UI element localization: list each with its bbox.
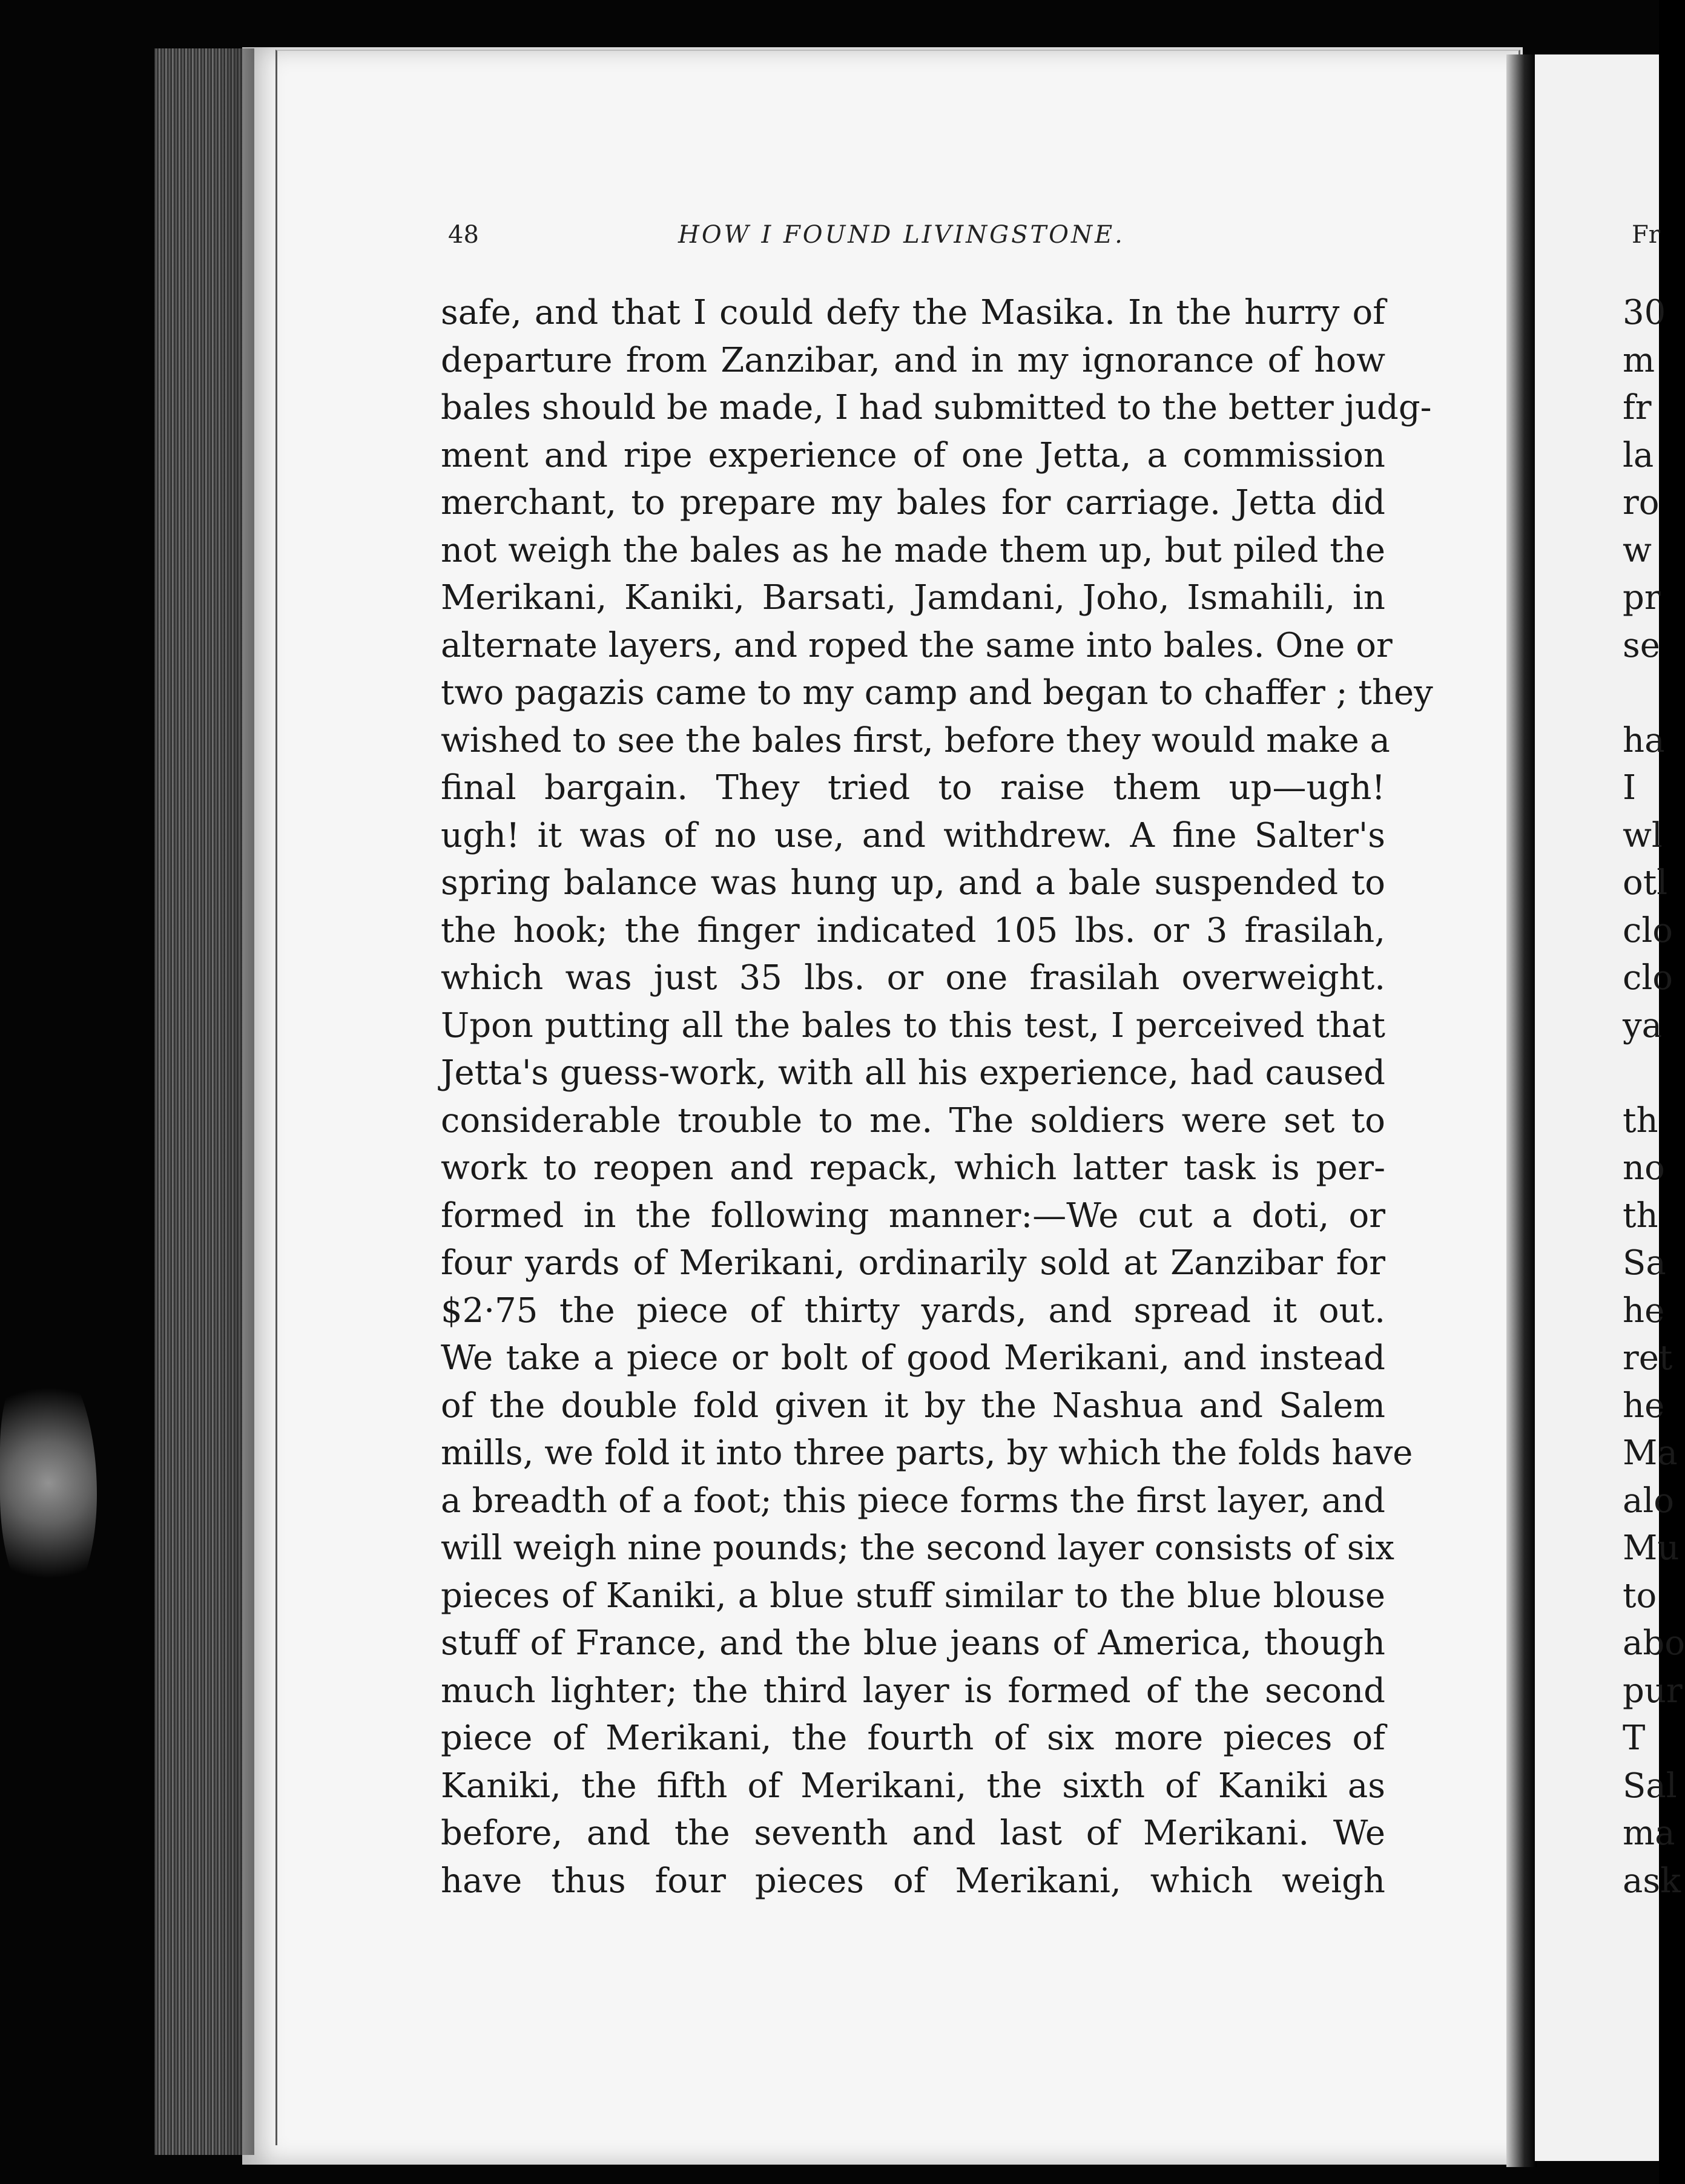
text-line: considerable trouble to me. The soldiers were set to [441, 1100, 1385, 1140]
text-line: will weigh nine pounds; the second layer consists of six [441, 1528, 1394, 1568]
facing-text-fragment: he [1623, 1291, 1665, 1330]
facing-text-fragment: no [1623, 1148, 1665, 1188]
running-head: HOW I FOUND LIVINGSTONE. [678, 221, 1125, 249]
page-number: 48 [448, 221, 479, 249]
facing-text-fragment: T [1623, 1719, 1646, 1758]
text-line: which was just 35 lbs. or one frasilah overweight. [441, 958, 1385, 998]
facing-text-fragment [1623, 669, 1671, 717]
text-line: have thus four pieces of Merikani, which weigh [441, 1861, 1385, 1901]
facing-text-fragment: Sal [1623, 1766, 1677, 1806]
book-gutter [1506, 54, 1537, 2167]
facing-text-fragment: abo [1623, 1623, 1685, 1663]
facing-text-fragment: th [1623, 1196, 1658, 1235]
page-shadow [218, 48, 254, 2155]
text-line: final bargain. They tried to raise them up—ugh! [441, 768, 1385, 807]
text-line: much lighter; the third layer is formed of the second [441, 1671, 1385, 1711]
text-line: Upon putting all the bales to this test, I perceived that [441, 1005, 1385, 1045]
facing-text-fragment: pur [1623, 1671, 1683, 1711]
facing-text-fragment: th [1623, 1100, 1658, 1140]
facing-text-fragment: ask [1623, 1861, 1681, 1901]
facing-page-head: Fr [1632, 221, 1660, 249]
text-line: piece of Merikani, the fourth of six more pieces of [441, 1719, 1385, 1758]
body-text [441, 289, 1433, 1905]
page-header [448, 221, 1489, 257]
facing-text-fragment [1623, 1050, 1671, 1097]
facing-text-fragment: clo [1623, 958, 1673, 998]
text-line: before, and the seventh and last of Merikani. We [441, 1814, 1385, 1853]
facing-text-fragment: la [1623, 435, 1654, 475]
facing-text-fragment: he [1623, 1386, 1665, 1426]
facing-text-fragment: ya [1623, 1005, 1663, 1045]
facing-text-fragment: Ma [1623, 1433, 1678, 1473]
text-line: work to reopen and repack, which latter task is per- [441, 1148, 1385, 1188]
facing-text-fragment: fr [1623, 388, 1652, 427]
facing-text-fragment: otl [1623, 863, 1668, 903]
text-line: four yards of Merikani, ordinarily sold at Zanzibar for [441, 1243, 1385, 1283]
text-line: not weigh the bales as he made them up, but piled the [441, 530, 1385, 570]
facing-text-fragment: ha [1623, 720, 1665, 760]
facing-text-fragment: alo [1623, 1481, 1675, 1521]
facing-text-fragment: wl [1623, 815, 1663, 855]
facing-text-fragment: se [1623, 625, 1660, 665]
text-line: $2·75 the piece of thirty yards, and spread it out. [441, 1291, 1385, 1330]
facing-text-fragment: clo [1623, 910, 1673, 950]
text-line: Merikani, Kaniki, Barsati, Jamdani, Joho, Ismahili, in [441, 578, 1385, 617]
facing-text-fragment: ro [1623, 483, 1660, 522]
text-line: wished to see the bales first, before they would make a [441, 720, 1390, 760]
facing-text-fragment: to [1623, 1576, 1657, 1616]
text-line: mills, we fold it into three parts, by which the folds have [441, 1433, 1413, 1473]
facing-text-fragment: I [1623, 768, 1637, 807]
text-line: alternate layers, and roped the same into bales. One or [441, 625, 1393, 665]
text-line: formed in the following manner:—We cut a doti, or [441, 1196, 1385, 1235]
facing-page-text [1623, 289, 1685, 1905]
text-line: the hook; the finger indicated 105 lbs. or 3 frasilah, [441, 910, 1385, 950]
text-line: a breadth of a foot; this piece forms the first layer, and [441, 1481, 1385, 1521]
text-line: safe, and that I could defy the Masika. In the hurry of [441, 293, 1385, 332]
text-line: spring balance was hung up, and a bale suspended to [441, 863, 1385, 903]
facing-text-fragment: 30 [1623, 293, 1666, 332]
facing-text-fragment: Sa [1623, 1243, 1666, 1283]
text-line: merchant, to prepare my bales for carriage. Jetta did [441, 483, 1385, 522]
text-line: Kaniki, the fifth of Merikani, the sixth of Kaniki as [441, 1766, 1385, 1806]
facing-text-fragment: m [1623, 340, 1655, 380]
text-line: We take a piece or bolt of good Merikani, and instead [441, 1338, 1385, 1378]
facing-text-fragment: w [1623, 530, 1652, 570]
facing-text-fragment: pr [1623, 578, 1661, 617]
text-line: stuff of France, and the blue jeans of America, though [441, 1623, 1385, 1663]
text-line: Jetta's guess-work, with all his experience, had caused [441, 1053, 1385, 1093]
text-line: ugh! it was of no use, and withdrew. A fine Salter's [441, 815, 1385, 855]
text-line: pieces of Kaniki, a blue stuff similar to the blue blouse [441, 1576, 1385, 1616]
facing-text-fragment: Mu [1623, 1528, 1680, 1568]
text-line: ment and ripe experience of one Jetta, a commission [441, 435, 1385, 475]
facing-text-fragment: ret [1623, 1338, 1673, 1378]
text-line: two pagazis came to my camp and began to chaffer ; they [441, 673, 1433, 712]
facing-text-fragment: ma [1623, 1814, 1675, 1853]
text-line: of the double fold given it by the Nashua and Salem [441, 1386, 1385, 1426]
text-line: departure from Zanzibar, and in my ignorance of how [441, 340, 1385, 380]
text-line: bales should be made, I had submitted to the better judg- [441, 388, 1432, 427]
